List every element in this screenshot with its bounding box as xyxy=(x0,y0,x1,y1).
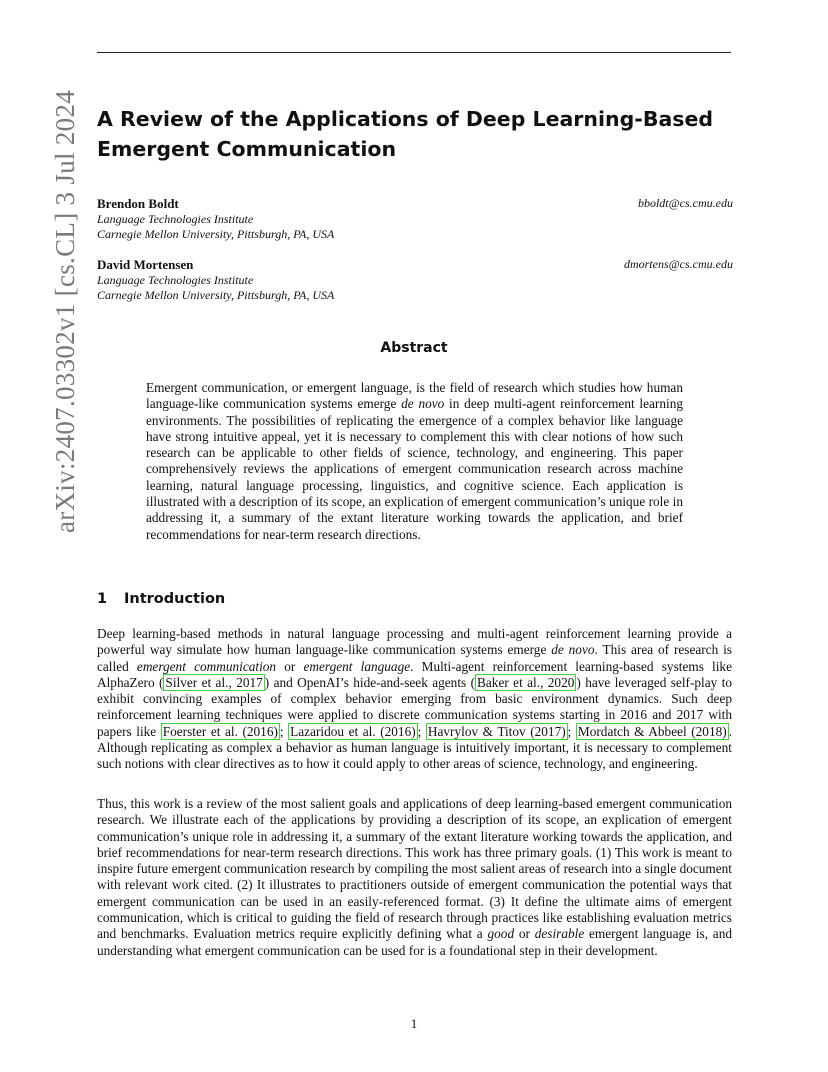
author-email[interactable]: dmortens@cs.cmu.edu xyxy=(623,257,733,271)
paragraph-text: ) have leveraged self-play to exhibit convincing examples of complex behavior emerging from basic environment dynamics. Such deep reinforcement learning techniques were applied to discrete communication systems starting in 2016 and 2017 with papers like xyxy=(97,674,733,739)
paragraph-emphasis: emergent language xyxy=(303,658,411,674)
paragraph-text: ) and OpenAI’s hide-and-seek agents ( xyxy=(264,674,476,690)
section-number: 1 xyxy=(97,591,108,607)
abstract-heading: Abstract xyxy=(380,340,448,356)
paragraph-emphasis: emergent communication xyxy=(136,658,277,674)
paragraph-text: . This area of research is called xyxy=(97,642,732,674)
citation-link[interactable]: Silver et al., 2017 xyxy=(165,674,263,690)
section-heading-introduction xyxy=(97,591,225,607)
paragraph-text: ; xyxy=(417,723,426,739)
author-email[interactable]: bboldt@cs.cmu.edu xyxy=(637,196,733,210)
paragraph-text: ; xyxy=(567,723,576,739)
intro-paragraph-1 xyxy=(97,626,732,773)
paragraph-text: ; xyxy=(279,723,289,739)
page-number: 1 xyxy=(410,1016,418,1031)
author-block-2 xyxy=(97,257,733,304)
author-name: Brendon Boldt xyxy=(97,196,179,211)
citation-link[interactable]: Foerster et al. (2016) xyxy=(162,723,278,739)
intro-paragraph-2 xyxy=(97,796,732,959)
author-affiliation-institute: Language Technologies Institute xyxy=(97,211,254,226)
author-name: David Mortensen xyxy=(97,257,194,272)
author-affiliation-university: Carnegie Mellon University, Pittsburgh, PA, USA xyxy=(97,227,335,241)
citation-link[interactable]: Mordatch & Abbeel (2018) xyxy=(577,723,727,739)
title-line-1: A Review of the Applications of Deep Learning-Based xyxy=(97,107,714,131)
arxiv-identifier: arXiv:2407.03302v1 [cs.CL] 3 Jul 2024 xyxy=(50,89,80,533)
paragraph-text: . Multi-agent reinforcement learning-based systems like AlphaZero ( xyxy=(97,658,732,690)
abstract-part: in deep multi-agent reinforcement learning environments. The possibilities of replicating the emergence of a complex behavior like language have strong intuitive appeal, yet it is necessary to complement this with clear notions of how such research can be applicable to other fields of science, technology, and engineering. This paper comprehensively reviews the applications of emergent communication research across machine learning, natural language processing, linguistics, and cognitive science. Each application is illustrated with a description of its scope, an explication of emergent communication’s unique role in addressing it, a summary of the extant literature working towards the application, and brief recommendations for near-term research directions. xyxy=(146,396,683,542)
paragraph-text: Thus, this work is a review of the most salient goals and applications of deep learning-based emergent communication research. We illustrate each of the applications by providing a description of its scope, an explication of emergent communication’s unique role in addressing it, a summary of the extant literature working towards the application, and brief recommendations for near-term research directions. This work has three primary goals. (1) This work is meant to inspire future emergent communication research by compiling the most salient areas of research into a single document with relevant work cited. (2) It illustrates to practitioners outside of emergent communication the potential ways that emergent communication can be used in an easily-referenced format. (3) It define the ultimate aims of emergent communication, which is critical to guiding the field of research through practices like establishing evaluation metrics and benchmarks. Evaluation metrics require explicitly defining what a xyxy=(97,796,732,942)
title-line-2: Emergent Communication xyxy=(97,137,397,161)
section-title: Introduction xyxy=(124,591,226,607)
paragraph-text: Deep learning-based methods in natural language processing and multi-agent reinforcement learning provide a powerful way simulate how human language-like communication systems emerge xyxy=(97,626,732,658)
paragraph-text: . Although replicating as complex a behavior as human language is intuitively important, it is necessary to complement such notions with clear directives as to how it could apply to other areas of science, technology, and engineering. xyxy=(97,723,733,772)
paragraph-text: emergent language is, and understanding what emergent communication can be used for is a foundational step in their development. xyxy=(97,926,732,958)
paragraph-text: or xyxy=(276,658,304,674)
author-affiliation-institute: Language Technologies Institute xyxy=(97,272,254,287)
citation-link[interactable]: Lazaridou et al. (2016) xyxy=(290,723,416,739)
paper-title xyxy=(97,104,737,164)
abstract-emphasis: de novo xyxy=(401,396,445,412)
citation-link[interactable]: Havrylov & Titov (2017) xyxy=(427,723,566,739)
abstract-part: Emergent communication, or emergent language, is the field of research which studies how human language-like communication systems emerge xyxy=(146,380,683,412)
paragraph-text: or xyxy=(514,926,535,942)
paragraph-emphasis: good xyxy=(487,926,515,942)
author-block-1 xyxy=(97,196,733,243)
abstract-text xyxy=(146,380,683,543)
paragraph-emphasis: de novo xyxy=(551,642,595,658)
paragraph-emphasis: desirable xyxy=(534,926,585,942)
citation-link[interactable]: Baker et al., 2020 xyxy=(477,674,575,690)
author-affiliation-university: Carnegie Mellon University, Pittsburgh, PA, USA xyxy=(97,288,335,302)
header-rule xyxy=(97,52,731,53)
